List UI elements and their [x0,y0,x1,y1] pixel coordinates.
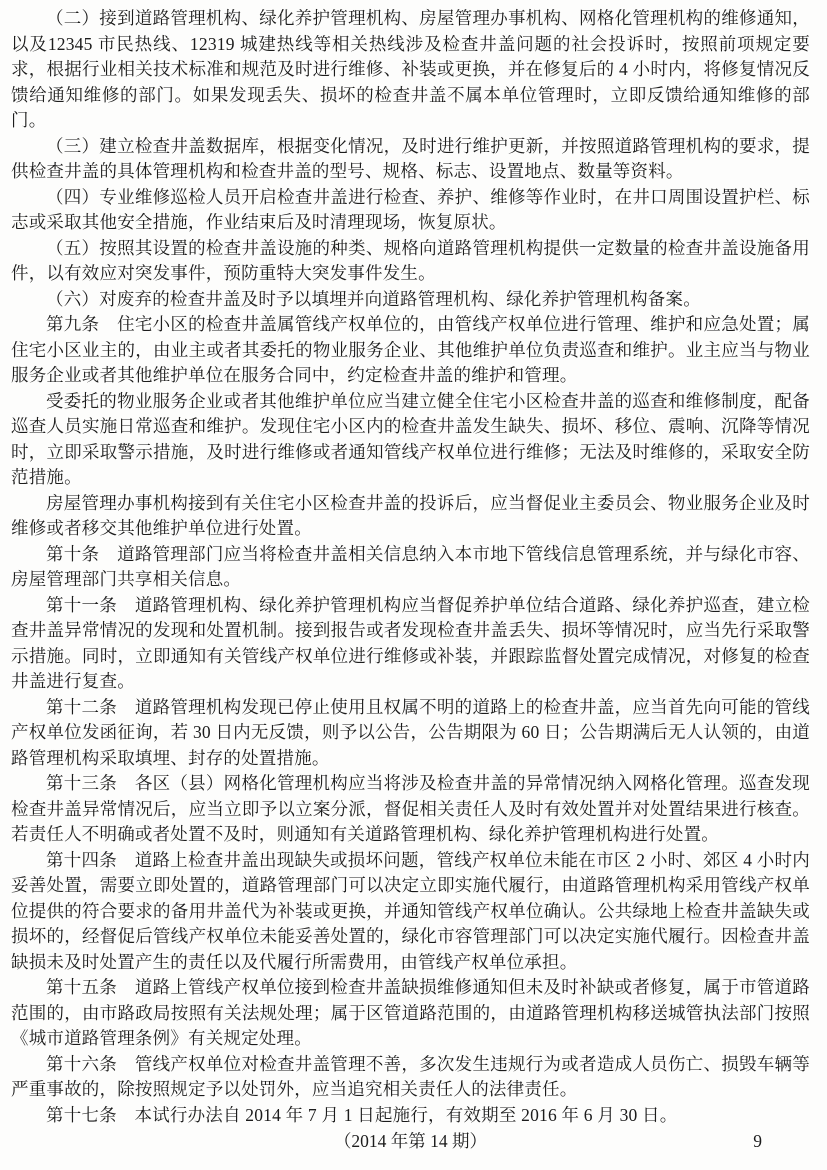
document-paragraph: （三）建立检查井盖数据库，根据变化情况，及时进行维护更新，并按照道路管理机构的要求，提供检查井盖的具体管理机构和检查井盖的型号、规格、标志、设置地点、数量等资料。 [11,135,810,181]
document-paragraph: 第十一条 道路管理机构、绿化养护管理机构应当督促养护单位结合道路、绿化养护巡查，建立检查井盖异常情况的发现和处置机制。接到报告或者发现检查井盖丢失、损坏等情况时，应当先行采取警示措施。同时，立即通知有关管线产权单位进行维修或补装，并跟踪监督处置完成情况，对修复的检查井盖进行复查。 [11,594,810,691]
page-footer [11,1128,810,1154]
document-paragraph: 房屋管理办事机构接到有关住宅小区检查井盖的投诉后，应当督促业主委员会、物业服务企业及时维修或者移交其他维护单位进行处置。 [11,492,810,538]
document-body [11,6,810,1128]
document-paragraph: 第十六条 管线产权单位对检查井盖管理不善，多次发生违规行为或者造成人员伤亡、损毁车辆等严重事故的，除按照规定予以处罚外，应当追究相关责任人的法律责任。 [11,1053,810,1099]
document-paragraph: 第十条 道路管理部门应当将检查井盖相关信息纳入本市地下管线信息管理系统，并与绿化市容、房屋管理部门共享相关信息。 [11,543,810,589]
page-number: 9 [753,1131,762,1151]
document-paragraph: 受委托的物业服务企业或者其他维护单位应当建立健全住宅小区检查井盖的巡查和维修制度，配备巡查人员实施日常巡查和维护。发现住宅小区内的检查井盖发生缺失、损坏、移位、震响、沉降等情况时，立即采取警示措施，及时进行维修或者通知管线产权单位进行维修；无法及时维修的，采取安全防范措施。 [11,390,810,487]
document-paragraph: 第十四条 道路上检查井盖出现缺失或损坏问题，管线产权单位未能在市区 2 小时、郊区 4 小时内妥善处置，需要立即处置的，道路管理部门可以决定立即实施代履行，由道路管理机构采用管线产权单位提供的符合要求的备用井盖代为补装或更换，并通知管线产权单位确认。公共绿地上检查井盖缺失或损坏的，经督促后管线产权单位未能妥善处置的，绿化市容管理部门可以决定实施代履行。因检查井盖缺损未及时处置产生的责任以及代履行所需费用，由管线产权单位承担。 [11,849,810,972]
document-paragraph: （四）专业维修巡检人员开启检查井盖进行检查、养护、维修等作业时，在井口周围设置护栏、标志或采取其他安全措施，作业结束后及时清理现场，恢复原状。 [11,186,810,232]
document-paragraph: 第十五条 道路上管线产权单位接到检查井盖缺损维修通知但未及时补缺或者修复，属于市管道路范围的，由市路政局按照有关法规处理；属于区管道路范围的，由道路管理机构移送城管执法部门按照《城市道路管理条例》有关规定处理。 [11,977,810,1048]
paragraph-list [11,6,810,1128]
document-paragraph: （五）按照其设置的检查井盖设施的种类、规格向道路管理机构提供一定数量的检查井盖设施备用件，以有效应对突发事件，预防重特大突发事件发生。 [11,237,810,283]
document-paragraph: 第十三条 各区（县）网格化管理机构应当将涉及检查井盖的异常情况纳入网格化管理。巡查发现检查井盖异常情况后，应当立即予以立案分派，督促相关责任人及时有效处置并对处置结果进行核查。若责任人不明确或者处置不及时，则通知有关道路管理机构、绿化养护管理机构进行处置。 [11,773,810,844]
issue-label: （2014 年第 14 期） [333,1131,488,1151]
document-paragraph: 第十七条 本试行办法自 2014 年 7 月 1 日起施行，有效期至 2016 年 6 月 30 日。 [46,1104,678,1125]
document-paragraph: 第九条 住宅小区的检查井盖属管线产权单位的，由管线产权单位进行管理、维护和应急处置；属住宅小区业主的，由业主或者其委托的物业服务企业、其他维护单位负责巡查和维护。业主应当与物业服务企业或者其他维护单位在服务合同中，约定检查井盖的维护和管理。 [11,314,810,385]
document-paragraph: （六）对废弃的检查井盖及时予以填埋并向道路管理机构、绿化养护管理机构备案。 [46,288,701,309]
document-paragraph: 第十二条 道路管理机构发现已停止使用且权属不明的道路上的检查井盖，应当首先向可能的管线产权单位发函征询，若 30 日内无反馈，则予以公告，公告期限为 60 日；公告期满后无人认领的，由道路管理机构采取填埋、封存的处置措施。 [11,696,810,768]
document-paragraph: （二）接到道路管理机构、绿化养护管理机构、房屋管理办事机构、网格化管理机构的维修通知，以及12345 市民热线、12319 城建热线等相关热线涉及检查井盖问题的社会投诉时，按照前项规定要求，根据行业相关技术标准和规范及时进行维修、补装或更换，并在修复后的 4 小时内，将修复情况反馈给通知维修的部门。如果发现丢失、损坏的检查井盖不属本单位管理时，立即反馈给通知维修的部门。 [11,8,810,130]
